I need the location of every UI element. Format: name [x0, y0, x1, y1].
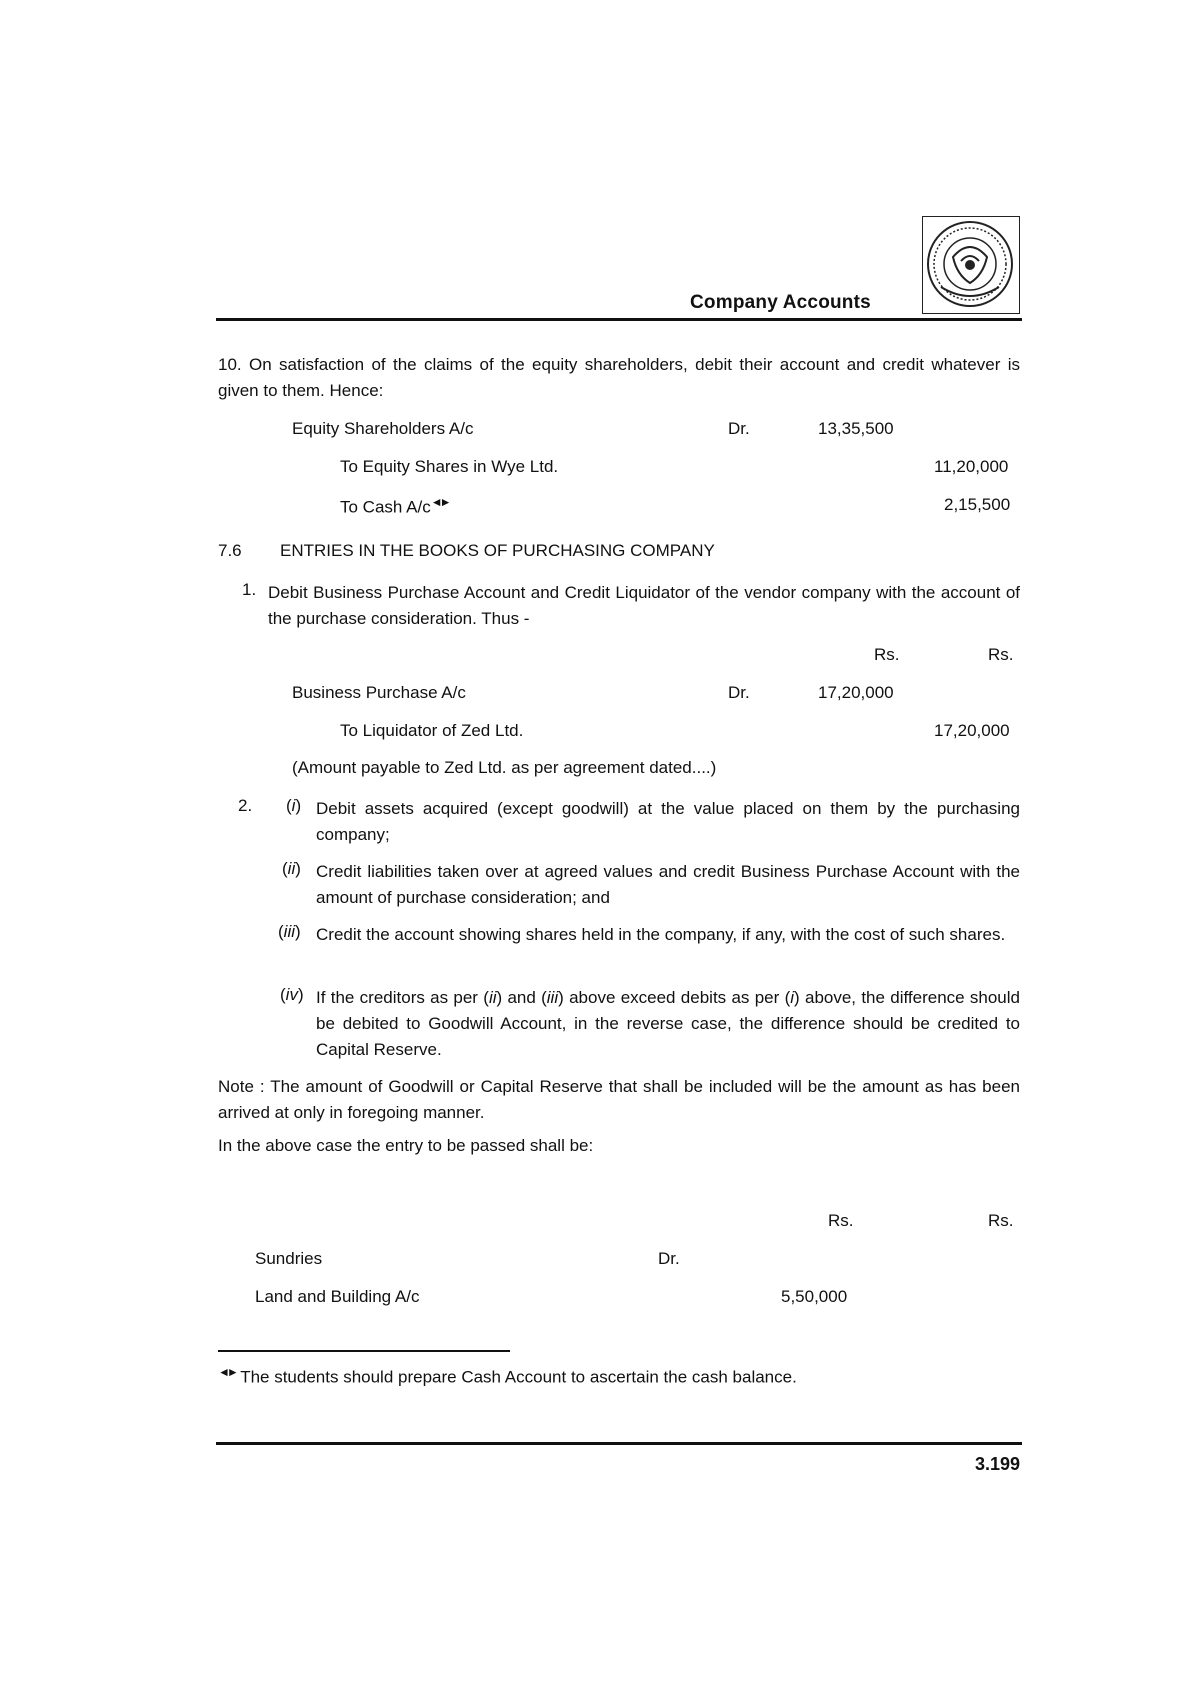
seal-icon — [923, 217, 1018, 312]
subitem-i-marker: (i) — [286, 796, 302, 815]
above-case-text: In the above case the entry to be passed shall be: — [218, 1136, 594, 1155]
note-text: : The amount of Goodwill or Capital Reserve that shall be included will be the amount as has been arrived at only in foregoing manner. — [218, 1077, 1020, 1122]
footnote-text: The students should prepare Cash Account to ascertain the cash balance. — [240, 1367, 797, 1387]
subitem-iv-text: If the creditors as per (ii) and (iii) above exceed debits as per (i) above, the difference should be debited to Goodwill Account, in the reverse case, the difference should be credited to Capital Reserve. — [316, 988, 1020, 1059]
footnote-arrow-icon: ◄► — [430, 495, 449, 509]
section-10-text: 10. On satisfaction of the claims of the equity shareholders, debit their account and credit whatever is given to them. Hence: — [218, 355, 1020, 400]
final-sundries-label: Sundries — [255, 1249, 323, 1268]
entry-debit-label: Equity Shareholders A/c — [292, 419, 474, 438]
entry-liquidator-label: To Liquidator of Zed Ltd. — [340, 721, 524, 740]
entry-credit2-row — [340, 495, 448, 518]
entry-business-purchase-dr: Dr. — [728, 683, 750, 702]
section-number: 7.6 — [218, 541, 242, 560]
institute-seal-logo — [922, 216, 1020, 314]
note-paragraph — [218, 1074, 1020, 1126]
final-sundries-dr: Dr. — [658, 1249, 680, 1268]
footer-rule — [216, 1442, 1022, 1445]
item-2-number: 2. — [238, 796, 253, 815]
final-column-rs-2: Rs. — [988, 1211, 1014, 1230]
entry-dr-label: Dr. — [728, 419, 750, 438]
subitem-ii-marker: (ii) — [282, 859, 301, 878]
header-rule — [216, 318, 1022, 321]
entry-business-purchase-amount: 17,20,000 — [818, 683, 894, 702]
footnote-arrow-icon: ◄► — [218, 1365, 236, 1379]
final-land-building-amount: 5,50,000 — [781, 1287, 848, 1306]
entry-credit1-amount: 11,20,000 — [934, 457, 1009, 476]
entry-business-purchase-label: Business Purchase A/c — [292, 683, 466, 702]
entry-narration: (Amount payable to Zed Ltd. as per agreement dated....) — [292, 758, 717, 777]
page-header-title: Company Accounts — [690, 292, 871, 313]
subitem-iii-text: Credit the account showing shares held in the company, if any, with the cost of such shares. — [316, 925, 1006, 944]
note-label: Note — [218, 1077, 254, 1096]
page-number: 3.199 — [974, 1454, 1020, 1474]
column-rs-1: Rs. — [874, 645, 900, 664]
item-1-text: Debit Business Purchase Account and Credit Liquidator of the vendor company with the account of the purchase consideration. Thus - — [268, 583, 1020, 628]
subitem-iv-marker: (iv) — [280, 985, 304, 1004]
column-rs-2: Rs. — [988, 645, 1014, 664]
section-heading: ENTRIES IN THE BOOKS OF PURCHASING COMPANY — [280, 541, 715, 560]
entry-debit-amount: 13,35,500 — [818, 419, 894, 438]
entry-liquidator-amount: 17,20,000 — [934, 721, 1010, 740]
footnote-rule — [218, 1350, 510, 1352]
subitem-ii-text: Credit liabilities taken over at agreed values and credit Business Purchase Account with the amount of purchase consideration; and — [316, 862, 1020, 907]
entry-credit1-label: To Equity Shares in Wye Ltd. — [340, 457, 559, 476]
entry-credit2-amount: 2,15,500 — [944, 495, 1011, 514]
subitem-iii-marker: (iii) — [278, 922, 301, 941]
entry-credit2-label: To Cash A/c — [340, 497, 431, 517]
footnote — [218, 1365, 797, 1388]
final-column-rs-1: Rs. — [828, 1211, 854, 1230]
subitem-i-text: Debit assets acquired (except goodwill) at the value placed on them by the purchasing company; — [316, 799, 1020, 844]
final-land-building-label: Land and Building A/c — [255, 1287, 420, 1306]
item-1-number: 1. — [242, 580, 257, 599]
